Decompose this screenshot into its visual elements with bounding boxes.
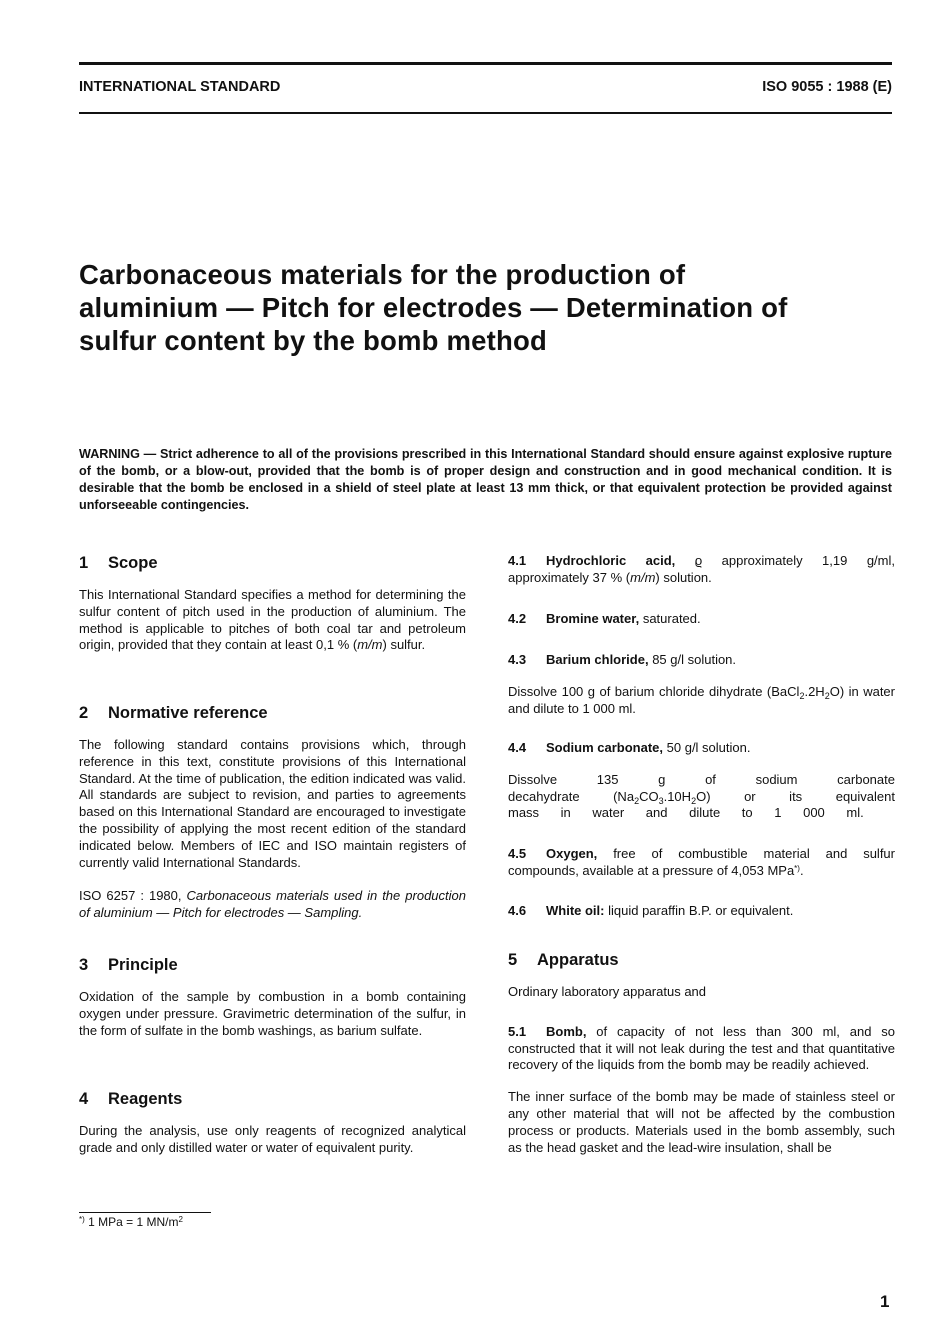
reagent-4-4-preparation: Dissolve 135 g of sodium carbonate decahydrate $(Na_2CO_3.10H_2O)$ or its equivalent mass in water and dilute to 1 000 ml. (508, 771, 895, 821)
apparatus-5-1-detail: The inner surface of the bomb may be made of stainless steel or any other material that will not be affected by the combustion process or products. Materials used in the bomb assembly, such as the head gasket and the lead-wire insulation, shall be (508, 1089, 895, 1155)
section-heading-apparatus: 5 Apparatus (508, 951, 619, 969)
reagent-4-5: 4.5 Oxygen, free of combustible material and sulfur compounds, available at a pressure of 4,053 MPa*). (508, 846, 895, 878)
reagents-text: During the analysis, use only reagents of recognized analytical grade and only distilled water or water of equivalent purity. (79, 1123, 466, 1155)
apparatus-5-1: 5.1 Bomb, of capacity of not less than 300 ml, and so constructed that it will not leak during the test and that quantitative recovery of the liquids from the bomb may be readily achieved. (508, 1023, 895, 1073)
reagent-4-3-preparation: Dissolve 100 g of barium chloride dihydrate $(BaCl_2.2H_2O)$ in water and dilute to 1 000 ml. (508, 683, 895, 716)
reagent-4-1: 4.1 Hydrochloric acid, ϱ approximately 1,19 g/ml, approximately 37 % (m/m) solution. (508, 553, 895, 585)
document-title (79, 258, 879, 357)
apparatus-text: Ordinary laboratory apparatus and (508, 984, 707, 999)
section-heading-normative: 2 Normative reference (79, 704, 268, 722)
title-line: aluminium — Pitch for electrodes — Determination of (79, 292, 788, 323)
scope-text: This International Standard specifies a method for determining the sulfur content of pitch used in the production of aluminium. The method is applicable to pitches of both coal tar and petroleum origin, provided that they contain at least 0,1 % (m/m) sulfur. (79, 587, 466, 653)
reagent-4-4: 4.4 Sodium carbonate, 50 g/l solution. (508, 740, 751, 755)
section-heading-principle: 3 Principle (79, 956, 178, 974)
reagent-4-3: 4.3 Barium chloride, 85 g/l solution. (508, 652, 737, 667)
title-line: Carbonaceous materials for the production of (79, 259, 686, 290)
top-rule (79, 62, 892, 65)
principle-text: Oxidation of the sample by combustion in a bomb containing oxygen under pressure. Gravimetric determination of the sulfur, in the form of sulfate in the bomb washings, as barium sulfate. (79, 989, 466, 1038)
header-rule (79, 112, 892, 114)
normative-reference-item: ISO 6257 : 1980, Carbonaceous materials used in the production of aluminium — Pitch for electrodes — Sampling. (79, 888, 466, 921)
section-heading-reagents: 4 Reagents (79, 1090, 183, 1108)
reagent-4-6: 4.6 White oil: liquid paraffin B.P. or equivalent. (508, 903, 794, 918)
normative-text: The following standard contains provisions which, through reference in this text, constitute provisions of this International Standard. At the time of publication, the edition indicated was valid. All standards are subject to revision, and parties to agreements based on this International Standard are encouraged to investigate the possibility of applying the most recent edition of the standard indicated below. Members of IEC and ISO maintain registers of currently valid International Standards. (79, 737, 466, 870)
title-line: sulfur content by the bomb method (79, 325, 547, 356)
section-heading-scope: 1 Scope (79, 554, 158, 572)
footnote: *) 1 MPa = 1 $MN/m^2$ (79, 1215, 183, 1229)
reagent-4-2: 4.2 Bromine water, saturated. (508, 611, 701, 626)
page-number: 1 (880, 1292, 890, 1311)
footnote-rule (79, 1212, 211, 1213)
standard-number: ISO 9055 : 1988 (E) (762, 79, 892, 95)
warning-notice: WARNING — Strict adherence to all of the provisions prescribed in this International Standard should ensure against explosive rupture of the bomb, or a blow-out, provided that the bomb is of proper design and construction and in good mechanical condition. It is desirable that the bomb be enclosed in a shield of steel plate at least 13 mm thick, or that equivalent protection be provided against unforseeable contingencies. (79, 447, 892, 512)
document-type: INTERNATIONAL STANDARD (79, 79, 281, 95)
